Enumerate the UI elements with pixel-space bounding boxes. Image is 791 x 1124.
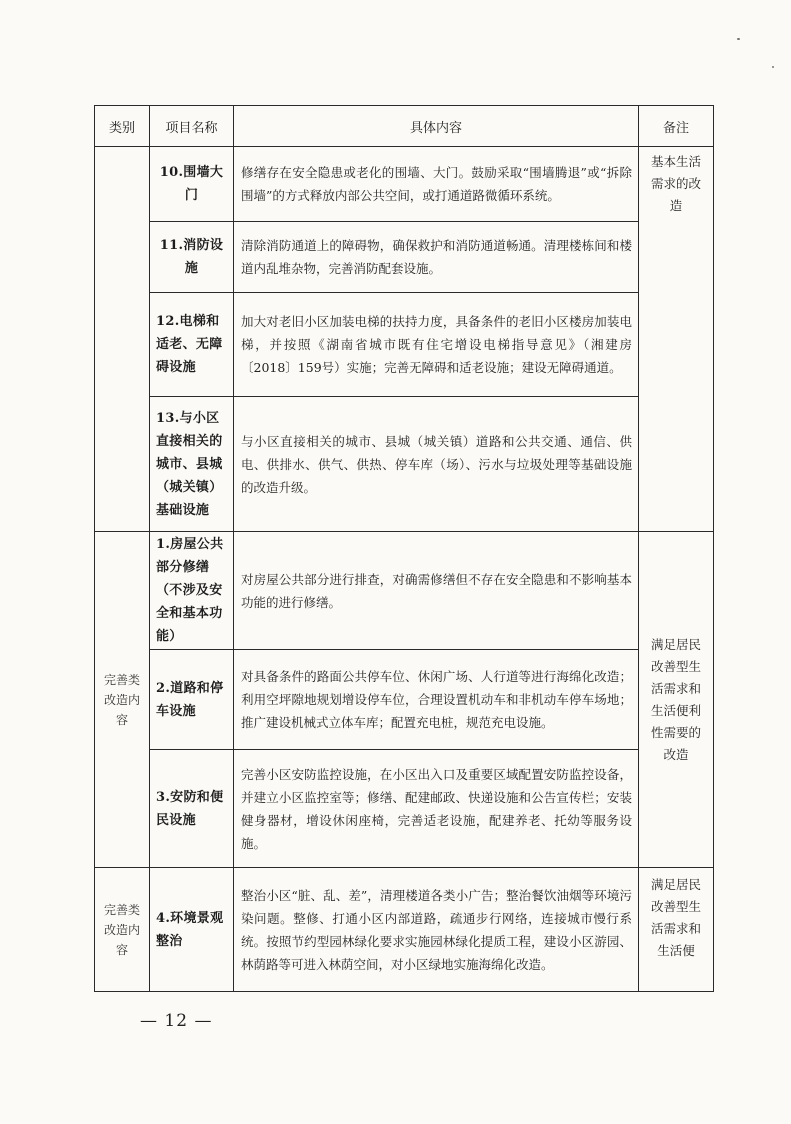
header-details: 具体内容 — [234, 106, 639, 147]
remark-cell — [639, 868, 714, 992]
remark-cell — [639, 532, 714, 868]
table-row — [95, 868, 714, 992]
table-row — [95, 532, 714, 650]
scan-speck — [737, 38, 740, 40]
category-cell — [95, 532, 150, 868]
header-remarks: 备注 — [639, 106, 714, 147]
remark-text: 满足居民改善型生活需求和生活便利性需要的改造 — [650, 636, 701, 762]
project-content: 与小区直接相关的城市、县城（城关镇）道路和公共交通、通信、供电、供排水、供气、供热、停车库（场）、污水与垃圾处理等基础设施的改造升级。 — [234, 397, 639, 532]
table-header-row — [95, 106, 714, 147]
project-name: 13.与小区直接相关的城市、县城（城关镇）基础设施 — [150, 397, 234, 532]
project-content: 完善小区安防监控设施，在小区出入口及重要区域配置安防监控设备，并建立小区监控室等；修缮、配建邮政、快递设施和公告宣传栏；安装健身器材，增设休闲座椅，完善适老设施，配建养老、托幼等服务设施。 — [234, 750, 639, 868]
remark-text: 满足居民改善型生活需求和生活便 — [650, 877, 701, 958]
project-content: 清除消防通道上的障碍物，确保救护和消防通道畅通。清理楼栋间和楼道内乱堆杂物，完善消防配套设施。 — [234, 222, 639, 293]
project-content: 修缮存在安全隐患或老化的围墙、大门。鼓励采取“围墙腾退”或“拆除围墙”的方式释放内部公共空间，或打通道路微循环系统。 — [234, 147, 639, 222]
renovation-content-table — [94, 105, 714, 992]
scan-speck — [772, 66, 774, 68]
table-row — [95, 147, 714, 222]
table-row — [95, 397, 714, 532]
project-content: 对具备条件的路面公共停车位、休闲广场、人行道等进行海绵化改造；利用空坪隙地规划增设停车位，合理设置机动车和非机动车停车场地；推广建设机械式立体车库；配置充电桩，规范充电设施。 — [234, 650, 639, 750]
table-row — [95, 222, 714, 293]
header-project-name: 项目名称 — [150, 106, 234, 147]
project-name: 10.围墙大门 — [150, 147, 234, 222]
remark-text: 基本生活需求的改造 — [650, 154, 701, 213]
project-name: 1.房屋公共部分修缮（不涉及安全和基本功能） — [150, 532, 234, 650]
project-name: 4.环境景观整治 — [150, 868, 234, 992]
project-content: 整治小区“脏、乱、差”，清理楼道各类小广告；整治餐饮油烟等环境污染问题。整修、打通小区内部道路，疏通步行网络，连接城市慢行系统。按照节约型园林绿化要求实施园林绿化提质工程，建设小区游园、林荫路等可进入林荫空间，对小区绿地实施海绵化改造。 — [234, 868, 639, 992]
header-category: 类别 — [95, 106, 150, 147]
category-text: 完善类改造内容 — [103, 902, 140, 957]
project-name: 2.道路和停车设施 — [150, 650, 234, 750]
category-cell — [95, 868, 150, 992]
table-row — [95, 293, 714, 397]
table-row — [95, 750, 714, 868]
project-content: 加大对老旧小区加装电梯的扶持力度，具备条件的老旧小区楼房加装电梯，并按照《湖南省城市既有住宅增设电梯指导意见》（湘建房〔2018〕159号）实施；完善无障碍和适老设施；建设无障碍通道。 — [234, 293, 639, 397]
project-name: 12.电梯和适老、无障碍设施 — [150, 293, 234, 397]
project-name: 3.安防和便民设施 — [150, 750, 234, 868]
remark-cell — [639, 147, 714, 532]
project-content: 对房屋公共部分进行排查，对确需修缮但不存在安全隐患和不影响基本功能的进行修缮。 — [234, 532, 639, 650]
project-name: 11.消防设施 — [150, 222, 234, 293]
category-text: 完善类改造内容 — [103, 672, 140, 727]
table-row — [95, 650, 714, 750]
category-cell-empty — [95, 147, 150, 532]
page-number: — 12 — — [140, 1011, 213, 1031]
